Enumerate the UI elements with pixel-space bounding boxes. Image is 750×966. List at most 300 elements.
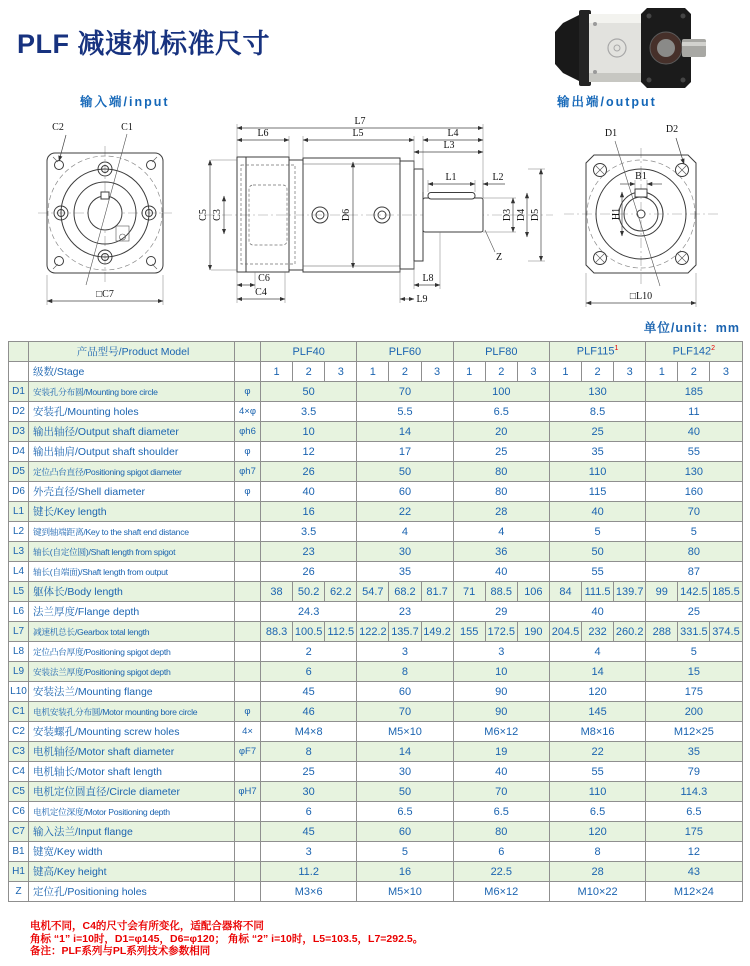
value-cell: 50 [549, 542, 645, 562]
row-id: B1 [9, 842, 29, 862]
dim-label-l10: □L10 [629, 291, 653, 302]
row-symbol [235, 502, 261, 522]
model-header-PLF142: $PLF142^2$ [646, 342, 742, 362]
row-symbol: φh6 [235, 422, 261, 442]
value-cell: 22 [549, 742, 645, 762]
value-cell: 60 [357, 822, 453, 842]
row-label: 键到轴端距离/Key to the shaft end distance [29, 522, 235, 542]
spec-cell [9, 342, 29, 362]
spec-row-L3 [9, 542, 743, 562]
row-label: 安装螺孔/Mounting screw holes [29, 722, 235, 742]
value-cell: M10×22 [549, 882, 645, 902]
value-cell: 30 [261, 782, 357, 802]
value-cell: 120 [549, 822, 645, 842]
value-cell: 25 [646, 602, 742, 622]
row-id: L6 [9, 602, 29, 622]
value-cell: 160 [646, 482, 742, 502]
spec-table [8, 341, 743, 902]
spec-cell [235, 362, 261, 382]
row-symbol [235, 802, 261, 822]
dim-label-z: Z [495, 252, 503, 263]
value-cell: 142.5 [678, 582, 710, 602]
row-label: 轴长(自端面)/Shaft length from output [29, 562, 235, 582]
value-cell: 40 [261, 482, 357, 502]
row-id: C4 [9, 762, 29, 782]
row-label: 电机安装孔分布圆/Motor mounting bore circle [29, 702, 235, 722]
value-cell: 139.7 [614, 582, 646, 602]
value-cell: 35 [549, 442, 645, 462]
value-cell: 60 [357, 682, 453, 702]
spec-row-L7 [9, 622, 743, 642]
value-cell: 11.2 [261, 862, 357, 882]
value-cell: 29 [453, 602, 549, 622]
stage-cell: 1 [646, 362, 678, 382]
value-cell: M12×25 [646, 722, 742, 742]
dim-label-l5: L5 [352, 128, 364, 139]
value-cell: 135.7 [389, 622, 421, 642]
row-label: 法兰厚度/Flange depth [29, 602, 235, 622]
value-cell: 20 [453, 422, 549, 442]
output-shaft [682, 39, 706, 57]
value-cell: 130 [549, 382, 645, 402]
row-label: 定位凸台厚度/Positioning spigot depth [29, 642, 235, 662]
row-symbol [235, 762, 261, 782]
value-cell: 40 [549, 602, 645, 622]
spec-row-D4 [9, 442, 743, 462]
value-cell: 111.5 [582, 582, 614, 602]
value-cell: 50 [357, 462, 453, 482]
shaft-key [428, 193, 475, 200]
value-cell: 71 [453, 582, 485, 602]
value-cell: 84 [549, 582, 581, 602]
product-model-header: 产品型号/Product Model [29, 342, 235, 362]
stage-cell: 3 [325, 362, 357, 382]
value-cell: 145 [549, 702, 645, 722]
value-cell: 50 [261, 382, 357, 402]
value-cell: 4 [357, 522, 453, 542]
row-id: D3 [9, 422, 29, 442]
value-cell: 54.7 [357, 582, 389, 602]
dim-label-d4: D4 [516, 208, 527, 222]
value-cell: 70 [357, 382, 453, 402]
dim-label-c6: C6 [258, 273, 270, 284]
product-photo [543, 2, 711, 94]
input-keyway [101, 192, 109, 199]
spec-row-C7 [9, 822, 743, 842]
value-cell: 172.5 [485, 622, 517, 642]
spec-row-D3 [9, 422, 743, 442]
stage-cell: 2 [582, 362, 614, 382]
value-cell: M12×24 [646, 882, 742, 902]
row-id: D4 [9, 442, 29, 462]
value-cell: 46 [261, 702, 357, 722]
value-cell: 6.5 [646, 802, 742, 822]
spec-row-L2 [9, 522, 743, 542]
dimension-drawings [8, 108, 746, 320]
dim-label-d3: D3 [502, 208, 513, 222]
value-cell: 50 [357, 782, 453, 802]
value-cell: 155 [453, 622, 485, 642]
value-cell: 28 [549, 862, 645, 882]
row-label: 电机轴长/Motor shaft length [29, 762, 235, 782]
row-label: 安装孔/Mounting holes [29, 402, 235, 422]
value-cell: M8×16 [549, 722, 645, 742]
value-cell: 100 [453, 382, 549, 402]
stage-cell: 1 [549, 362, 581, 382]
dim-label-d1: D1 [604, 128, 618, 139]
value-cell: 55 [549, 762, 645, 782]
row-label: 轴长(自定位圆)/Shaft length from spigot [29, 542, 235, 562]
value-cell: 24.3 [261, 602, 357, 622]
spec-table-wrap [8, 341, 743, 902]
stage-cell: 3 [421, 362, 453, 382]
value-cell: 40 [453, 762, 549, 782]
value-cell: 40 [453, 562, 549, 582]
row-id: L2 [9, 522, 29, 542]
footnotes [30, 920, 423, 958]
spec-row-D1 [9, 382, 743, 402]
stage-cell: 2 [678, 362, 710, 382]
value-cell: 115 [549, 482, 645, 502]
value-cell: 8 [261, 742, 357, 762]
row-id: D6 [9, 482, 29, 502]
spec-row-C2 [9, 722, 743, 742]
model-header-PLF115: $PLF115^1$ [549, 342, 645, 362]
value-cell: 110 [549, 782, 645, 802]
value-cell: 3 [453, 642, 549, 662]
value-cell: 5 [357, 842, 453, 862]
row-symbol [235, 682, 261, 702]
dim-label-l8: L8 [422, 273, 434, 284]
spec-row-C5 [9, 782, 743, 802]
row-id: L7 [9, 622, 29, 642]
value-cell: 23 [357, 602, 453, 622]
value-cell: 6 [453, 842, 549, 862]
spec-row-L9 [9, 662, 743, 682]
row-label: 键高/Key height [29, 862, 235, 882]
value-cell: 6 [261, 662, 357, 682]
value-cell: 6.5 [357, 802, 453, 822]
model-header-PLF80: PLF80 [453, 342, 549, 362]
value-cell: 6.5 [453, 402, 549, 422]
value-cell: 80 [646, 542, 742, 562]
spec-row-C3 [9, 742, 743, 762]
value-cell: 30 [357, 542, 453, 562]
row-id: L10 [9, 682, 29, 702]
row-label: 躯体长/Body length [29, 582, 235, 602]
value-cell: 11 [646, 402, 742, 422]
row-symbol: φ [235, 482, 261, 502]
value-cell: M6×12 [453, 882, 549, 902]
dim-label-l7: L7 [354, 116, 366, 127]
row-symbol [235, 662, 261, 682]
row-label: 电机定位深度/Motor Positioning depth [29, 802, 235, 822]
row-label: 安装法兰厚度/Positioning spigot depth [29, 662, 235, 682]
row-label: 电机轴径/Motor shaft diameter [29, 742, 235, 762]
footnote-line: 电机不同，C4的尺寸会有所变化，适配合器将不同 [30, 920, 264, 932]
row-symbol [235, 562, 261, 582]
row-id: C5 [9, 782, 29, 802]
spec-row-L5 [9, 582, 743, 602]
value-cell: 15 [646, 662, 742, 682]
dim-label-d6: D6 [341, 208, 352, 222]
row-symbol: φ [235, 442, 261, 462]
value-cell: 3 [357, 642, 453, 662]
row-label: 减速机总长/Gearbox total length [29, 622, 235, 642]
stage-cell: 1 [453, 362, 485, 382]
value-cell: 43 [646, 862, 742, 882]
spec-row-Z [9, 882, 743, 902]
row-label: 安装孔分布圆/Mounting bore circle [29, 382, 235, 402]
value-cell: M5×10 [357, 882, 453, 902]
spec-row-L8 [9, 642, 743, 662]
row-symbol: 4× [235, 722, 261, 742]
stage-cell: 3 [710, 362, 742, 382]
value-cell: 175 [646, 822, 742, 842]
value-cell: 35 [357, 562, 453, 582]
model-footnote-mark: 1 [614, 345, 619, 353]
value-cell: 26 [261, 462, 357, 482]
value-cell: 25 [549, 422, 645, 442]
spec-cell [9, 362, 29, 382]
value-cell: 45 [261, 682, 357, 702]
stage-cell: 3 [614, 362, 646, 382]
stage-cell: 3 [517, 362, 549, 382]
spec-row-C1 [9, 702, 743, 722]
row-id: L9 [9, 662, 29, 682]
output-end-label: 输出端/output [557, 95, 657, 109]
value-cell: 374.5 [710, 622, 742, 642]
row-label: 电机定位圆直径/Circle diameter [29, 782, 235, 802]
value-cell: M4×8 [261, 722, 357, 742]
value-cell: 70 [646, 502, 742, 522]
output-end-view [564, 124, 720, 307]
spec-row-C4 [9, 762, 743, 782]
spec-row-D5 [9, 462, 743, 482]
stage-cell: 2 [485, 362, 517, 382]
value-cell: 2 [261, 642, 357, 662]
unit-note: 单位/unit：mm [643, 321, 740, 335]
value-cell: 5 [549, 522, 645, 542]
value-cell: 5 [646, 642, 742, 662]
value-cell: 90 [453, 682, 549, 702]
row-label: 键长/Key length [29, 502, 235, 522]
value-cell: 175 [646, 682, 742, 702]
dim-label-l1: L1 [445, 172, 457, 183]
row-symbol [235, 842, 261, 862]
spec-row-L1 [9, 502, 743, 522]
row-id: Z [9, 882, 29, 902]
spec-cell [235, 342, 261, 362]
model-footnote-mark: 2 [711, 345, 716, 353]
dim-label-h1: H1 [611, 207, 622, 221]
value-cell: 40 [549, 502, 645, 522]
dim-label-l2: L2 [492, 172, 504, 183]
value-cell: 190 [517, 622, 549, 642]
row-symbol: φh7 [235, 462, 261, 482]
row-id: C1 [9, 702, 29, 722]
row-label: 输出轴肩/Output shaft shoulder [29, 442, 235, 462]
row-symbol [235, 622, 261, 642]
spec-row-H1 [9, 862, 743, 882]
row-id: L8 [9, 642, 29, 662]
row-label: 定位孔/Positioning holes [29, 882, 235, 902]
value-cell: 100.5 [293, 622, 325, 642]
stage-row [9, 362, 743, 382]
value-cell: 3.5 [261, 522, 357, 542]
row-id: C2 [9, 722, 29, 742]
value-cell: 28 [453, 502, 549, 522]
spec-row-D2 [9, 402, 743, 422]
value-cell: 288 [646, 622, 678, 642]
footnote-line: 备注：PLF系列与PL系列技术参数相同 [30, 945, 211, 957]
value-cell: 12 [261, 442, 357, 462]
row-label: 定位凸台直径/Positioning spigot diameter [29, 462, 235, 482]
dim-label-d2: D2 [665, 124, 679, 135]
value-cell: 25 [261, 762, 357, 782]
value-cell: 45 [261, 822, 357, 842]
value-cell: 14 [357, 422, 453, 442]
row-symbol [235, 522, 261, 542]
value-cell: 50.2 [293, 582, 325, 602]
row-label: 输出轴径/Output shaft diameter [29, 422, 235, 442]
value-cell: 114.3 [646, 782, 742, 802]
value-cell: 8.5 [549, 402, 645, 422]
stage-header: 级数/Stage [29, 362, 235, 382]
stage-cell: 1 [261, 362, 293, 382]
spec-row-L10 [9, 682, 743, 702]
value-cell: 112.5 [325, 622, 357, 642]
row-symbol: φ [235, 702, 261, 722]
value-cell: 106 [517, 582, 549, 602]
row-label: 键宽/Key width [29, 842, 235, 862]
value-cell: 40 [646, 422, 742, 442]
row-id: D5 [9, 462, 29, 482]
value-cell: 5 [646, 522, 742, 542]
row-id: D2 [9, 402, 29, 422]
row-symbol [235, 862, 261, 882]
row-symbol [235, 542, 261, 562]
value-cell: 25 [453, 442, 549, 462]
value-cell: 149.2 [421, 622, 453, 642]
value-cell: 232 [582, 622, 614, 642]
row-label: 输入法兰/Input flange [29, 822, 235, 842]
value-cell: 22 [357, 502, 453, 522]
value-cell: 22.5 [453, 862, 549, 882]
value-cell: 185 [646, 382, 742, 402]
value-cell: 4 [549, 642, 645, 662]
value-cell: 260.2 [614, 622, 646, 642]
page-title: PLF 减速机标准尺寸 [17, 29, 270, 59]
dim-label-c4: C4 [255, 287, 267, 298]
value-cell: 5.5 [357, 402, 453, 422]
value-cell: 80 [453, 462, 549, 482]
input-end-view [38, 122, 172, 305]
output-shaft-section [423, 198, 483, 232]
value-cell: 70 [453, 782, 549, 802]
row-symbol: φ [235, 382, 261, 402]
value-cell: 200 [646, 702, 742, 722]
spec-row-B1 [9, 842, 743, 862]
value-cell: 10 [261, 422, 357, 442]
model-header-PLF60: PLF60 [357, 342, 453, 362]
row-id: C3 [9, 742, 29, 762]
value-cell: 10 [453, 662, 549, 682]
row-symbol: φF7 [235, 742, 261, 762]
value-cell: 23 [261, 542, 357, 562]
value-cell: 62.2 [325, 582, 357, 602]
output-keyway [635, 189, 647, 197]
value-cell: 16 [261, 502, 357, 522]
value-cell: 60 [357, 482, 453, 502]
value-cell: 3 [261, 842, 357, 862]
model-header-PLF40: PLF40 [261, 342, 357, 362]
value-cell: 331.5 [678, 622, 710, 642]
value-cell: 79 [646, 762, 742, 782]
spec-row-L4 [9, 562, 743, 582]
value-cell: M3×6 [261, 882, 357, 902]
row-id: L5 [9, 582, 29, 602]
row-label: 安装法兰/Mounting flange [29, 682, 235, 702]
row-symbol: φH7 [235, 782, 261, 802]
value-cell: 110 [549, 462, 645, 482]
dim-label-l9: L9 [416, 294, 428, 305]
input-end-label: 输入端/input [80, 95, 170, 109]
value-cell: 90 [453, 702, 549, 722]
value-cell: 68.2 [389, 582, 421, 602]
value-cell: 14 [357, 742, 453, 762]
value-cell: 122.2 [357, 622, 389, 642]
value-cell: 81.7 [421, 582, 453, 602]
value-cell: 6 [261, 802, 357, 822]
value-cell: 99 [646, 582, 678, 602]
rear-flange [555, 13, 583, 83]
row-symbol [235, 822, 261, 842]
row-symbol [235, 582, 261, 602]
value-cell: 17 [357, 442, 453, 462]
dim-label-l3: L3 [443, 140, 455, 151]
stage-cell: 1 [357, 362, 389, 382]
value-cell: 70 [357, 702, 453, 722]
value-cell: 204.5 [549, 622, 581, 642]
value-cell: 80 [453, 822, 549, 842]
row-label: 外壳直径/Shell diameter [29, 482, 235, 502]
value-cell: 130 [646, 462, 742, 482]
value-cell: 4 [453, 522, 549, 542]
spec-row-D6 [9, 482, 743, 502]
value-cell: 120 [549, 682, 645, 702]
value-cell: 30 [357, 762, 453, 782]
value-cell: 35 [646, 742, 742, 762]
footnote-line: 角标 “1” i=10时，D1=φ145，D6=φ120； 角标 “2” i=10时，L5=103.5，L7=292.5。 [30, 932, 424, 945]
row-id: L4 [9, 562, 29, 582]
value-cell: 8 [549, 842, 645, 862]
value-cell: 12 [646, 842, 742, 862]
stage-cell: 2 [389, 362, 421, 382]
row-id: L1 [9, 502, 29, 522]
value-cell: 88.3 [261, 622, 293, 642]
row-symbol: 4×φ [235, 402, 261, 422]
row-id: C6 [9, 802, 29, 822]
value-cell: 55 [549, 562, 645, 582]
value-cell: 36 [453, 542, 549, 562]
value-cell: 88.5 [485, 582, 517, 602]
row-id: H1 [9, 862, 29, 882]
row-symbol [235, 642, 261, 662]
gearbox-body [589, 14, 645, 82]
value-cell: 87 [646, 562, 742, 582]
value-cell: 26 [261, 562, 357, 582]
